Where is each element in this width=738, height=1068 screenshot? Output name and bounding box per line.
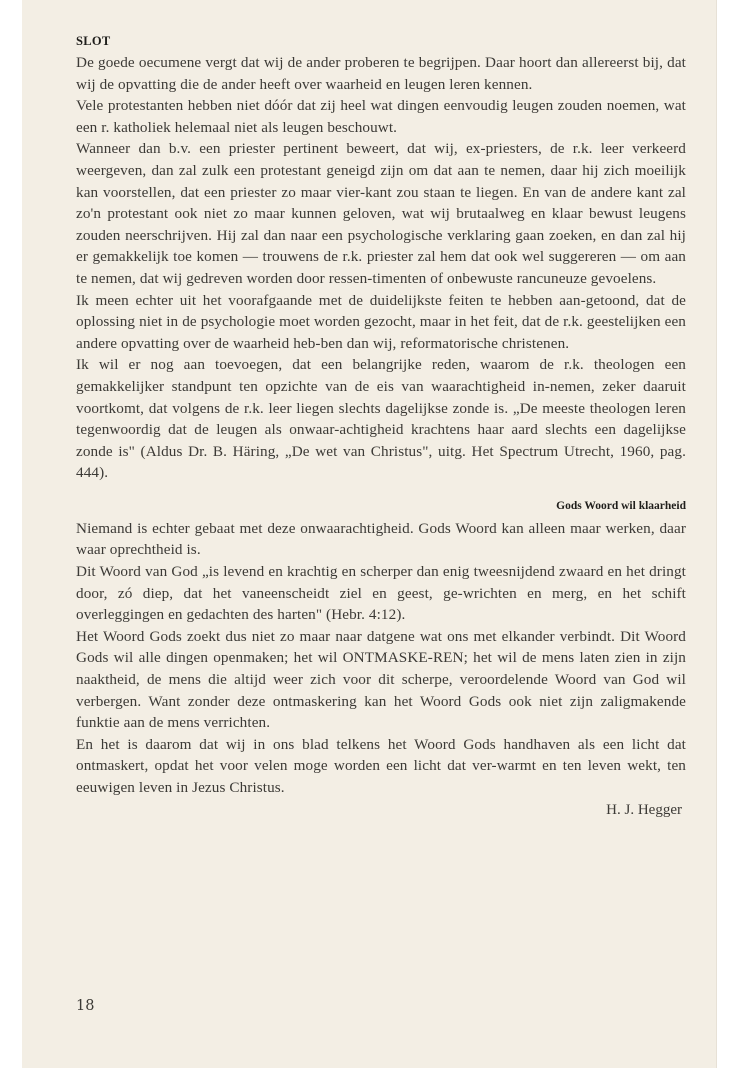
subsection-heading: Gods Woord wil klaarheid [556,499,686,512]
author-signature: H. J. Hegger [606,801,682,818]
paragraph: Dit Woord van God „is levend en krachtig en scherper dan enig tweesnijdend zwaard en het dringt door, zó diep, dat het vaneenscheidt ziel en geest, ge-wrichten en merg, en het schift overleggingen en gedachten des harten" (Hebr. 4:12). [76,563,686,624]
paragraph: Ik wil er nog aan toevoegen, dat een belangrijke reden, waarom de r.k. theologen een gemakkelijker standpunt ten opzichte van de eis van waarachtigheid in-nemen, zeker daaruit voortkomt, dat volgens de r.k. leer liegen slechts dagelijkse zonde is. „De meeste theologen leren tegenwoordig dat de leugen als onwaar-achtigheid krachtens haar aard slechts een dagelijkse zonde is" (Aldus Dr. B. Häring, „De wet van Christus", uitg. Het Spectrum Utrecht, 1960, pag. 444). [76,356,686,482]
section-heading: SLOT [76,34,111,48]
paragraph: En het is daarom dat wij in ons blad telkens het Woord Gods handhaven als een licht dat ontmaskert, opdat het voor velen moge worden een licht dat ver-warmt en ten leven wekt, ten eeuwigen leven in Jezus Christus. [76,735,686,796]
paragraph: Niemand is echter gebaat met deze onwaarachtigheid. Gods Woord kan alleen maar werken, daar waar oprechtheid is. [76,519,686,559]
paragraph: Het Woord Gods zoekt dus niet zo maar naar datgene wat ons met elkander verbindt. Dit Woord Gods wil alle dingen openmaken; het wil ONTMASKE-REN; het wil de mens laten zien in zijn naaktheid, de mens die altijd weer zich voor dit scherpe, veroordelende Woord van God wil verbergen. Want zonder deze ontmaskering kan het Woord Gods ook niet zijn zaligmakende funktie aan de mens verrichten. [76,627,686,732]
paragraph: Wanneer dan b.v. een priester pertinent beweert, dat wij, ex-priesters, de r.k. leer verkeerd weergeven, dan zal zulk een protestant geneigd zijn om dat aan te nemen, daar hij zich moeilijk kan voorstellen, dat een priester zo maar vier-kant zou staan te liegen. En van de andere kant zal zo'n protestant ook niet zo maar kunnen geloven, wat wij brutaalweg en klaar bewust leugens zouden neerschrijven. Hij zal dan naar een psychologische verklaring gaan zoeken, en dan zal hij er gemakkelijk toe komen — trouwens de r.k. priester zal hem dat ook wel suggereren — om aan te nemen, dat wij gedreven worden door ressen-timenten of onbewuste rancuneuze gevoelens. [76,140,686,287]
paragraph: De goede oecumene vergt dat wij de ander proberen te begrijpen. Daar hoort dan allereerst bij, dat wij de opvatting die de ander heeft over waarheid en leugen leren kennen. [76,54,686,93]
page-number: 18 [76,998,95,1014]
page-content [76,33,686,820]
paragraph: Vele protestanten hebben niet dóór dat zij heel wat dingen eenvoudig leugen zouden noemen, wat een r. katholiek helemaal niet als leugen beschouwt. [76,97,686,136]
document-page [22,0,716,1068]
paragraph: Ik meen echter uit het voorafgaande met de duidelijkste feiten te hebben aan-getoond, dat de oplossing niet in de psychologie moet worden gezocht, maar in het feit, dat de r.k. geestelijken een andere opvatting over de waarheid heb-ben dan wij, reformatorische christenen. [76,291,686,352]
